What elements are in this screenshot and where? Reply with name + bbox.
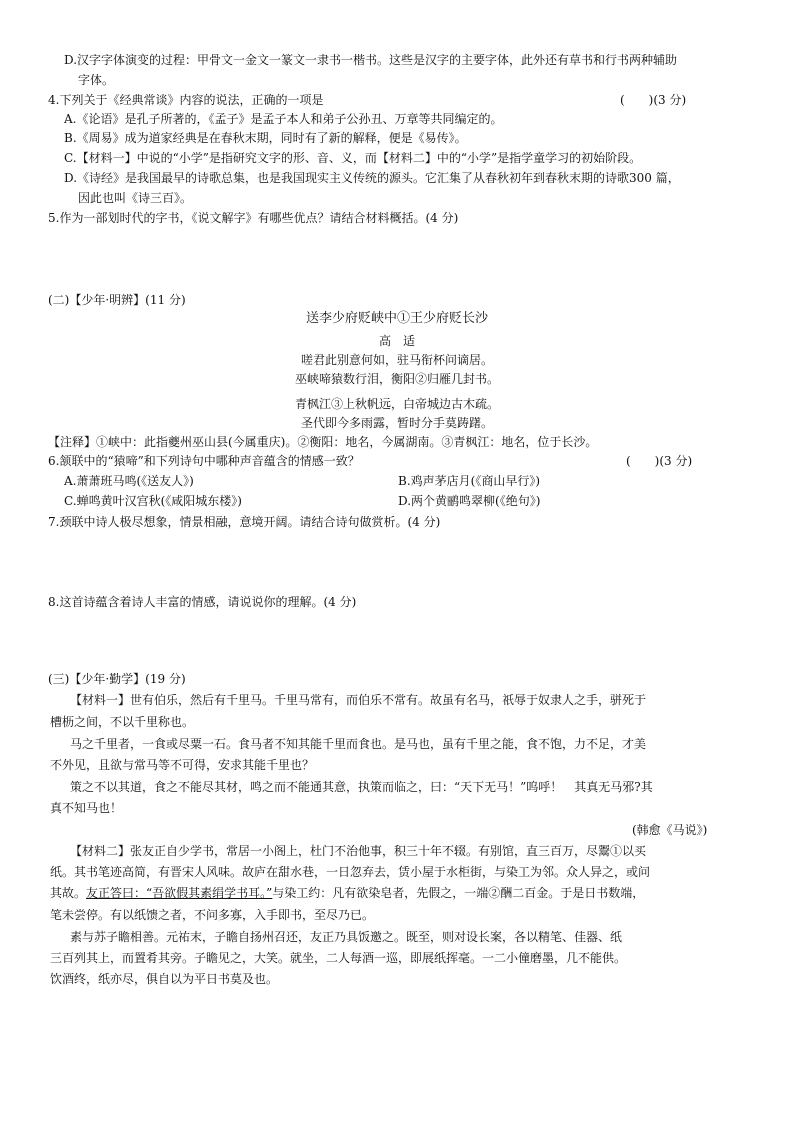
q6-option-b: B.鸡声茅店月(《商山早行》) [398, 474, 540, 488]
q4-option-b: B.《周易》成为道家经典是在春秋末期，同时有了新的解释，便是《易传》。 [64, 131, 467, 145]
m2-underlined-sentence: 友正答曰：“吾欲假其素绢学书耳。” [86, 886, 273, 900]
q5-stem: 5.作为一部划时代的字书，《说文解字》有哪些优点？请结合材料概括。(4 分) [48, 211, 459, 225]
m2-line3-c: 与染工约：凡有欲染皂者，先假之，一端②酬二百金。于是日书数端， [272, 886, 645, 900]
poem-line-3: 青枫江③上秋帆远，白帝城边古木疏。 [294, 397, 499, 411]
q6-option-c: C.蝉鸣黄叶汉宫秋(《咸阳城东楼》) [64, 494, 242, 508]
q4-option-a: A.《论语》是孔子所著的，《孟子》是孟子本人和弟子公孙丑、万章等共同编定的。 [64, 112, 503, 126]
m2-line4: 笔未尝停。有以纸馈之者，不问多寡，入手即书，至尽乃已。 [50, 908, 375, 922]
q3-option-d: D.汉字字体演变的过程：甲骨文一金文一篆文一隶书一楷书。这些是汉字的主要字体，此外还有草书和行书两种辅助 [64, 53, 678, 67]
poem-line-2: 巫峡啼猿数行泪，衡阳②归雁几封书。 [294, 372, 499, 386]
q4-stem: 4.下列关于《经典常谈》内容的说法，正确的一项是 [48, 93, 324, 107]
poem-line-4: 圣代即今多雨露，暂时分手莫踌躇。 [300, 416, 493, 430]
poem-line-1: 嗟君此别意何如，驻马衔杯问谪居。 [300, 353, 493, 367]
q3-option-d-cont: 字体。 [78, 73, 115, 87]
poem-title: 送李少府贬峡中①王少府贬长沙 [305, 311, 488, 326]
q4-option-d-cont: 因此也叫《诗三百》。 [78, 191, 193, 205]
q6-stem: 6.颔联中的“猿啼”和下列诗句中哪种声音蕴含的情感一致？ [48, 454, 360, 468]
q4-option-c: C.【材料一】中说的“小学”是指研究文字的形、音、义，而【材料二】中的“小学”是指学童学习的初始阶段。 [64, 151, 642, 165]
m1-para2-line1: 马之千里者，一食或尽粟一石。食马者不知其能千里而食也。是马也，虽有千里之能，食不饱，力不足，才美 [70, 737, 647, 751]
poem-author: 高 适 [378, 334, 415, 348]
m1-para3-line2: 真不知马也！ [50, 801, 123, 815]
q6-mark: ( )(3 分) [626, 454, 693, 468]
m2-line3 [50, 885, 644, 901]
m1-source: (韩愈《马说》) [632, 823, 708, 837]
q6-option-a: A.萧萧班马鸣(《送友人》) [64, 474, 194, 488]
m1-para3-line1: 策之不以其道，食之不能尽其材，鸣之而不能通其意，执策而临之，曰：“天下无马！”呜呼！ 其真无马邪?其 [70, 780, 653, 794]
sec3-heading: (三)【少年·勤学】(19 分) [48, 672, 186, 686]
m2-line3-a: 其故。 [50, 886, 87, 900]
m2-line6: 三百列其上，而置肴其旁。子瞻见之，大笑。就坐，二人每酒一巡，即展纸挥毫。一二小僮磨墨，几不能供。 [50, 951, 627, 965]
m2-line1: 【材料二】张友正自少学书，常居一小阁上，杜门不治他事，积三十年不辍。有别馆，直三百万，尽鬻①以买 [70, 844, 647, 858]
q4-option-d: D.《诗经》是我国最早的诗歌总集，也是我国现实主义传统的源头。它汇集了从春秋初年到春秋末期的诗歌300 篇， [64, 171, 680, 185]
m2-line5: 素与苏子瞻相善。元祐末，子瞻自扬州召还，友正乃具饭邀之。既至，则对设长案，各以精笔、佳器、纸 [70, 930, 623, 944]
q8-stem: 8.这首诗蕴含着诗人丰富的情感，请说说你的理解。(4 分) [48, 595, 357, 609]
m1-para1-line2: 槽枥之间，不以千里称也。 [50, 715, 195, 729]
q6-option-d: D.两个黄鹂鸣翠柳(《绝句》) [398, 494, 541, 508]
sec2-heading: (二)【少年·明辨】(11 分) [48, 293, 186, 307]
q7-stem: 7.颈联中诗人极尽想象，情景相融，意境开阔。请结合诗句做赏析。(4 分) [48, 515, 441, 529]
q4-mark: ( )(3 分) [620, 93, 687, 107]
m1-para2-line2: 不外见，且欲与常马等不可得，安求其能千里也？ [50, 758, 315, 772]
m1-para1-line1: 【材料一】世有伯乐，然后有千里马。千里马常有，而伯乐不常有。故虽有名马，祇辱于奴隶人之手，骈死于 [70, 693, 647, 707]
m2-line7: 饮酒终，纸亦尽，俱自以为平日书莫及也。 [50, 972, 279, 986]
poem-note: 【注释】①峡中：此指夔州巫山县(今属重庆)。②衡阳：地名，今属湖南。③青枫江：地名，位于长沙。 [48, 435, 598, 449]
m2-line2: 纸。其书笔迹高简，有晋宋人风味。故庐在甜水巷，一日忽弃去，赁小屋于水柜街，与染工为邻。众人异之，或问 [50, 865, 651, 879]
